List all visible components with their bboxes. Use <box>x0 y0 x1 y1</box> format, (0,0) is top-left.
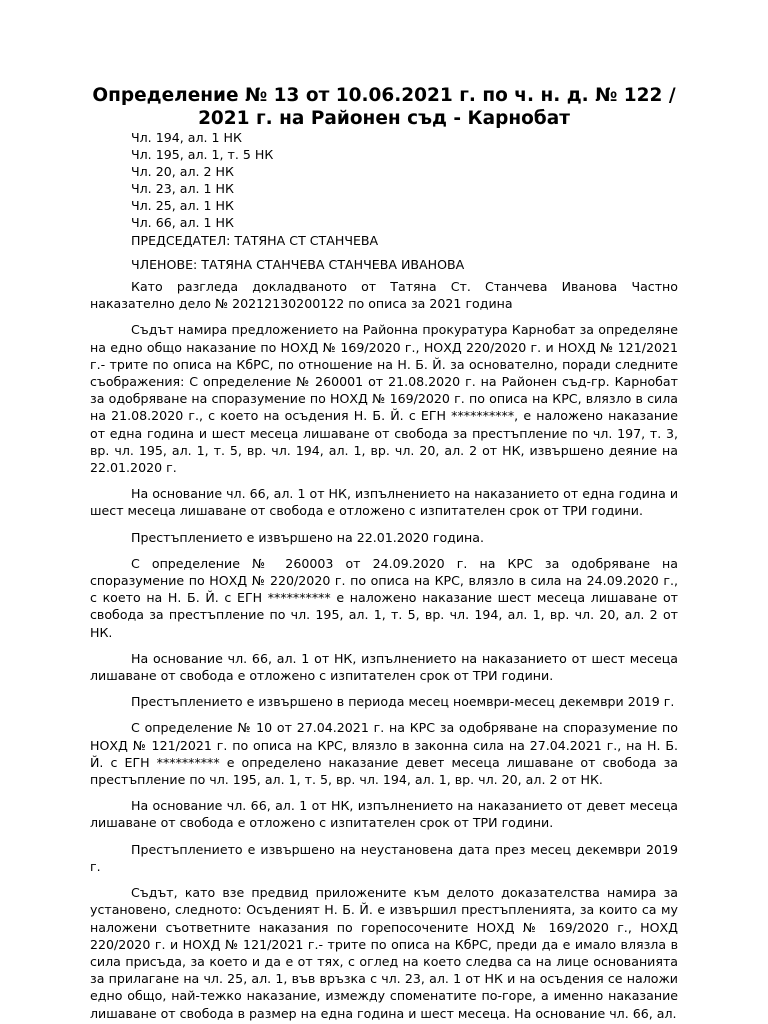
body-paragraph: На основание чл. 66, ал. 1 от НК, изпълнението на наказанието от шест месеца лишаване от свобода е отложено с изпитателен срок от ТРИ години. <box>90 650 678 684</box>
legal-reference: Чл. 25, ал. 1 НК <box>131 198 234 213</box>
body-paragraph: На основание чл. 66, ал. 1 от НК, изпълнението на наказанието от девет месеца лишаване от свобода е отложено с изпитателен срок от ТРИ години. <box>90 798 678 831</box>
body-paragraph: Съдът намира предложението на Районна прокуратура Карнобат за определяне на едно общо наказание по НОХД № 169/2020 г., НОХД 220/2020 г. и НОХД № 121/2021 г.- трите по описа на КбРС, по отношение на Н. Б. Й. за основателно, поради следните съображения: С определение № 260001 от 21.08.2020 г. на Районен съд-гр. Карнобат за одобряване на споразумение по НОХД № 169/2020 г. по описа на КРС, влязло в сила на 21.08.2020 г., с което на осъдения Н. Б. Й. с ЕГН **********, е наложено наказание от една година и шест месеца лишаване от свобода за престъпление по чл. 197, т. 3, вр. чл. 195, ал. 1, т. 5, вр. чл. 194, ал. 1, вр. чл. 20, ал. 2 от НК, извършено деяние на 22.01.2020 г. <box>90 322 678 476</box>
body-paragraph: Съдът, като взе предвид приложените към делото доказателства намира за установено, следното: Осъденият Н. Б. Й. е извършил престъпленията, за които са му наложени съответните наказания по горепосочените НОХД № 169/2020 г., НОХД 220/2020 г. и НОХД № 121/2021 г.- трите по описа на КбРС, преди да е имало влязла в сила присъда, за което и да е от тях, с оглед на което следва са на лице основанията за прилагане на чл. 25, ал. 1, във връзка с чл. 23, ал. 1 от НК и на осъдения се наложи едно общо, най-тежко наказание, измежду споменатите по-горе, а именно наказание лишаване от свобода в размер на една година и шест месеца. На основание чл. 66, ал. <box>90 885 678 1021</box>
body-paragraph: Престъплението е извършено на неустановена дата през месец декември 2019 г. <box>90 841 678 874</box>
legal-reference: Чл. 195, ал. 1, т. 5 НК <box>131 147 274 162</box>
members-line: ЧЛЕНОВЕ: ТАТЯНА СТАНЧЕВА СТАНЧЕВА ИВАНОВА <box>131 257 465 272</box>
body-paragraph: Престъплението е извършено на 22.01.2020 година. <box>131 529 485 545</box>
legal-references-list <box>131 129 273 231</box>
body-paragraph: Престъплението е извършено в периода месец ноември-месец декември 2019 г. <box>131 694 675 710</box>
title-line-1: Определение № 13 от 10.06.2021 г. по ч. н. д. № 122 / <box>92 85 676 106</box>
legal-reference: Чл. 20, ал. 2 НК <box>131 164 234 179</box>
body-paragraph: На основание чл. 66, ал. 1 от НК, изпълнението на наказанието от една година и шест месеца лишаване от свобода е отложено с изпитателен срок от ТРИ години. <box>90 486 678 519</box>
title-line-2: 2021 г. на Районен съд - Карнобат <box>198 108 570 129</box>
legal-reference: Чл. 194, ал. 1 НК <box>131 130 242 145</box>
legal-reference: Чл. 23, ал. 1 НК <box>131 181 234 196</box>
legal-reference: Чл. 66, ал. 1 НК <box>131 215 234 230</box>
document-title <box>90 84 678 130</box>
document-body <box>90 278 678 1022</box>
body-paragraph: Като разгледа докладваното от Татяна Ст. Станчева Иванова Частно наказателно дело № 20212130200122 по описа за 2021 година <box>90 279 678 312</box>
body-paragraph: С определение № 10 от 27.04.2021 г. на КРС за одобряване на споразумение по НОХД № 121/2021 г. по описа на КРС, влязло в законна сила на 27.04.2021 г., на Н. Б. Й. с ЕГН ********** е определено наказание девет месеца лишаване от свобода за престъпление по чл. 195, ал. 1, т. 5, вр. чл. 194, ал. 1, вр. чл. 20, ал. 2 от НК. <box>90 720 678 788</box>
chairman-line: ПРЕДСЕДАТЕЛ: ТАТЯНА СТ СТАНЧЕВА <box>131 233 379 248</box>
body-paragraph: С определение № 260003 от 24.09.2020 г. на КРС за одобряване на споразумение по НОХД № 220/2020 г. по описа на КРС, влязло в сила на 24.09.2020 г., с което на Н. Б. Й. с ЕГН ********** е наложено наказание шест месеца лишаване от свобода за престъпление по чл. 195, ал. 1, т. 5, вр. чл. 194, ал. 1, вр. чл. 20, ал. 2 от НК. <box>90 555 678 640</box>
